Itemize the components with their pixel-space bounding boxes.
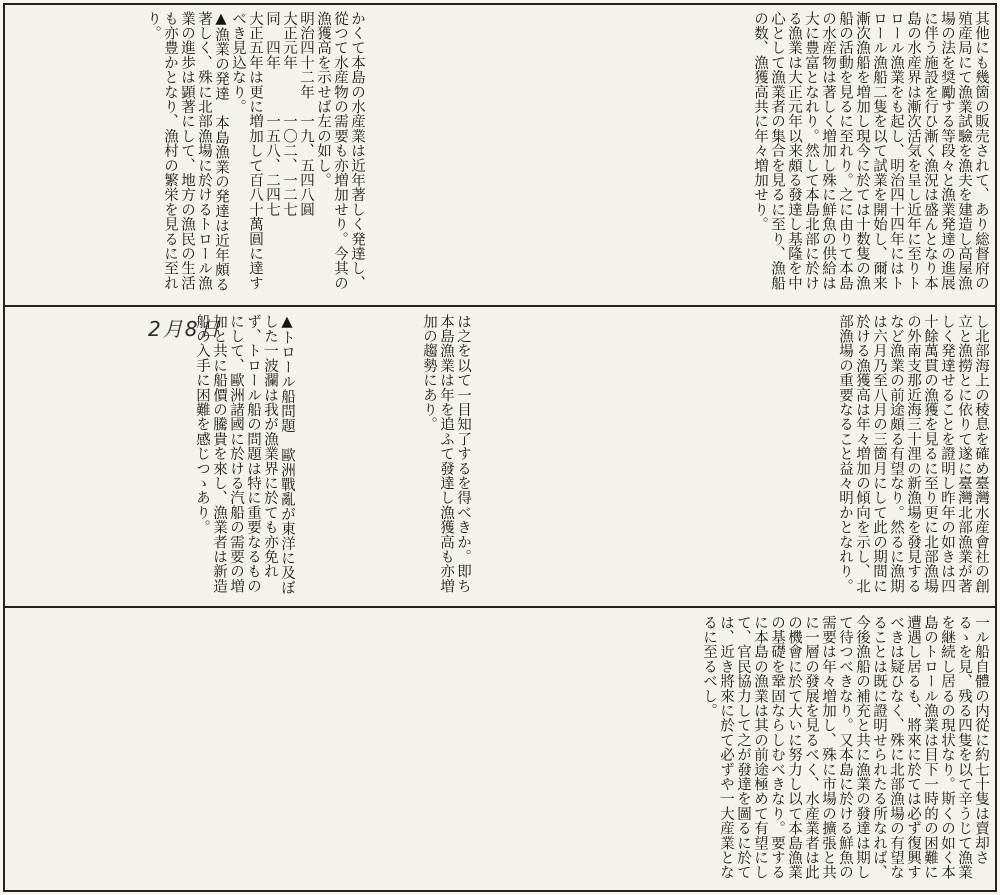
- newspaper-page: [3, 3, 997, 892]
- article-column-middle-center: は之を以て一目知了するを得べきか。即ち本島漁業は年を追ふて發達し漁獲高も亦増加の趨勢にあり。: [421, 314, 471, 594]
- article-column-top-right: 其他にも幾箇の販売されて、あり総督府の殖産局にて漁業試驗を漁夫を建造し高屋漁場の法を奨勵する等段々と漁業発達の進展に伴う施設を行ひ漸く漁況は盛んとなり本島の水産界は漸次活気を呈し近年に至りトロール漁業をも起し、明治四十四年にはトロール漁船二隻を以て試業を開始し、爾来漸次漁船を増加し現今に於ては十数隻の漁船の活動を見るに至れり。之に由りて本島の水産物は著しく増加し殊に鮮魚の供給は大に豊富となれり。然して本島北部に於ける漁業は大正元年以来頗る發達し基隆を中心として漁業者の集合を見るに至り、漁船の数、漁獲高共に年々増加せり。: [752, 11, 989, 291]
- section-divider: [5, 606, 995, 608]
- article-column-middle-right: し北部海上の稜息を確め臺灣水産會社の創立と漁撈とに依りて遂に臺灣北部漁業が著しく発達せることを證明し昨年の如きは四十餘萬貫の漁獲を見るに至り更に北部漁場の外南支那近海三十浬の新漁場を發見するなど漁業の前途頗る有望なり。然るに漁期は六月乃至八月の三箇月にして此の期間に於ける漁獲高は年々増加の傾向を示し、北部漁場の重要なること益々明かとなれり。: [837, 314, 989, 594]
- article-column-top-left: かくて本島の水産業は近年著しく発達し、從つて水産物の需要も亦増加せり。今其の漁獲高を示せば左の如し。 明治四十二年 一九、五四八圓 大正元年 一〇二、一二七 同 四年 一五八、二四七 大正五年は更に増加して百八十萬圓に達すべき見込なり。 ▲漁業の発達 本島漁業の発達は近年頗る著しく、殊に北部漁場に於けるトロール漁業の進歩は顕著にして、地方の漁民の生活も亦豊かとなり、漁村の繁栄を見るに至れり。: [145, 11, 365, 292]
- bottom-article-band: [5, 609, 995, 890]
- article-column-bottom: 一ル船自體の内從に約七十隻は賣却さるゝを見、残る四隻を以て辛うじて漁業を継続し居るの現状なり。斯くの如く本島のトロール漁業は目下一時的の困難に遭遇し居るも、將來に於ては必ず復興すべきは疑ひなく、殊に北部漁場の有望なることは既に證明せられたる所なれば、今後漁船の補充と共に漁業の發達は期して待つべきなり。又本島に於ける鮮魚の需要は年々増加し、殊に市場の擴張と共に一層の發展を見るべく、水産業者は此の機會に於て大いに努力し以て本島漁業の基礎を鞏固ならしむべきなり。要するに本島の漁業は其の前途極めて有望にして、官民協力して之が發達を圖るに於ては、近き將來に於て必ずや一大産業となるに至るべし。: [701, 615, 989, 880]
- middle-article-band: [5, 308, 995, 606]
- article-column-middle-left: ▲トロール船問題 歐洲戰亂が東洋に及ぼした一波瀾は我が漁業界に於ても亦免れず、トロール船の問題は特に重要なるものにして、歐洲諸國に於ける汽船の需要の増加と共に船價の騰貴を來し、漁業者は新造船の入手に困難を感じつゝあり。: [194, 314, 295, 595]
- section-divider: [5, 305, 995, 307]
- handwritten-date-note: 2月8日: [148, 317, 222, 341]
- top-article-band: [5, 5, 995, 305]
